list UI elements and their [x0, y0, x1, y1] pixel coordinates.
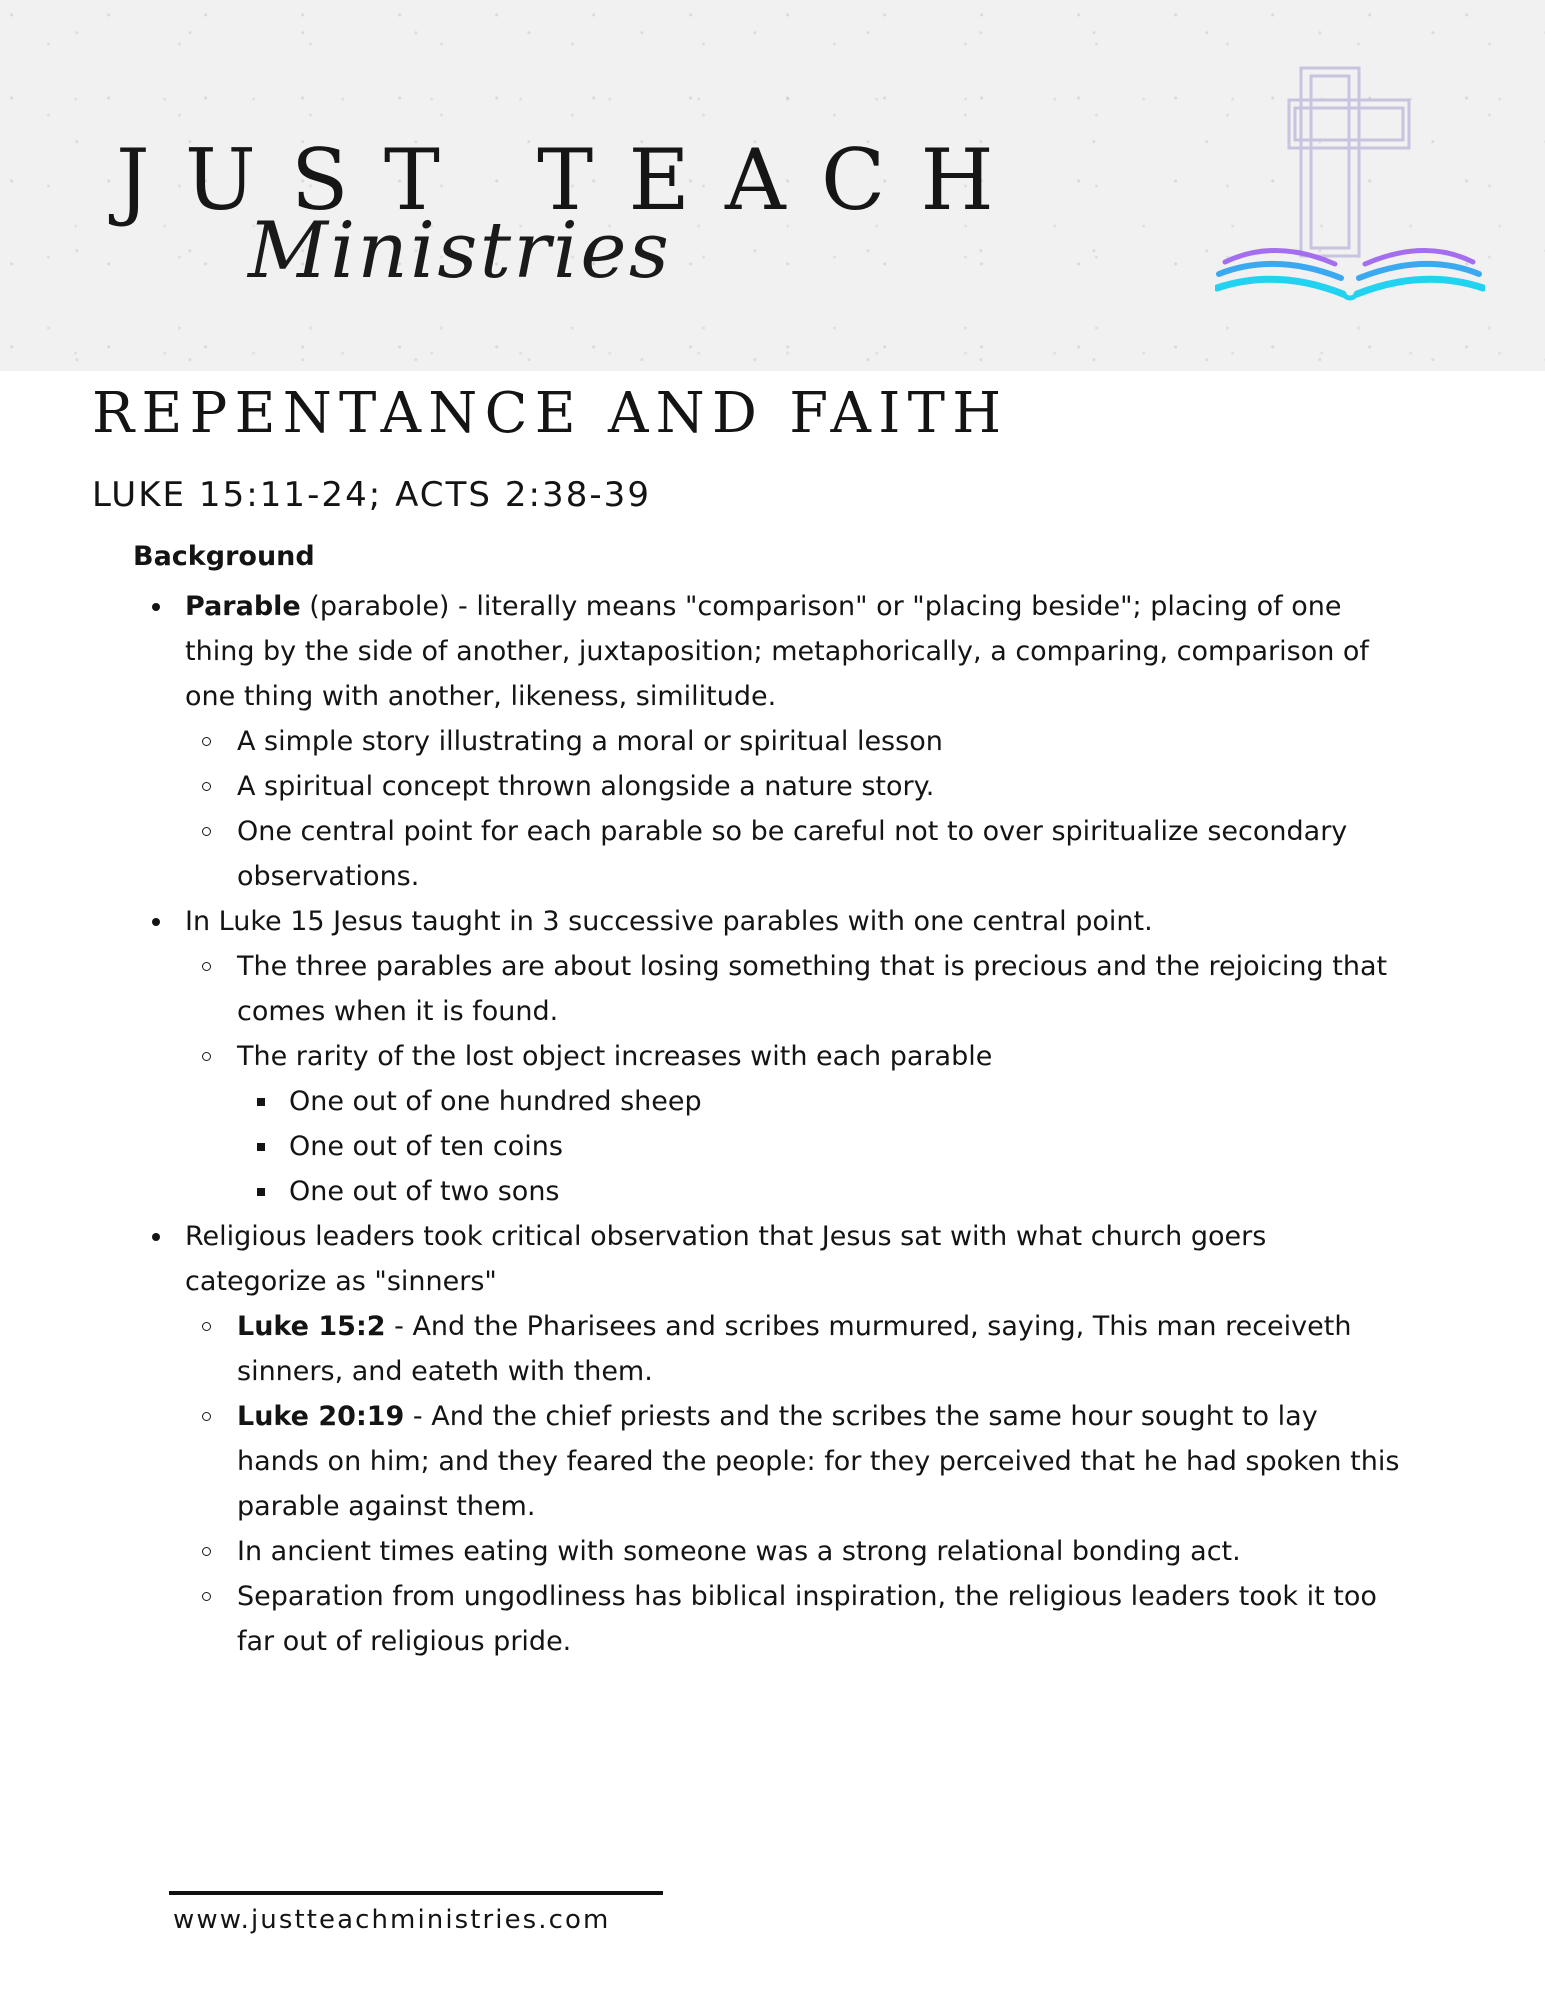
list-item: Separation from ungodliness has biblical inspiration, the religious leaders took it too far out of religious pride. [185, 1574, 1403, 1664]
sub-list [185, 944, 1403, 1214]
header-banner [0, 0, 1545, 371]
logo-script-text: Ministries [248, 206, 672, 296]
list-item: In ancient times eating with someone was a strong relational bonding act. [185, 1529, 1403, 1574]
verse-reference: Luke 15:2 [237, 1311, 386, 1342]
list-item [133, 584, 1403, 899]
logo-wordmark: JUST TEACH [116, 131, 1030, 229]
list-item [133, 899, 1403, 1214]
list-item [185, 1304, 1403, 1394]
page-title: REPENTANCE AND FAITH [92, 381, 1009, 446]
list-item: A spiritual concept thrown alongside a nature story. [185, 764, 1403, 809]
verse-text: - And the Pharisees and scribes murmured, saying, This man receiveth sinners, and eateth with them. [237, 1311, 1352, 1387]
list-item-text: In Luke 15 Jesus taught in 3 successive parables with one central point. [185, 906, 1153, 937]
term-definition: (parabole) - literally means "comparison" or "placing beside"; placing of one thing by the side of another, juxtaposition; metaphorically, a comparing, comparison of one thing with another, likeness, similitude. [185, 591, 1369, 712]
list-item-text: Religious leaders took critical observation that Jesus sat with what church goers categorize as "sinners" [185, 1221, 1267, 1297]
verse-reference: Luke 20:19 [237, 1401, 405, 1432]
footer-website-link[interactable]: www.justteachministries.com [173, 1905, 611, 1935]
list-item [133, 1214, 1403, 1664]
list-item: One central point for each parable so be careful not to over spiritualize secondary observations. [185, 809, 1403, 899]
verse-text: - And the chief priests and the scribes the same hour sought to lay hands on him; and they feared the people: for they perceived that he had spoken this parable against them. [237, 1401, 1400, 1522]
list-item: A simple story illustrating a moral or spiritual lesson [185, 719, 1403, 764]
list-item: The three parables are about losing something that is precious and the rejoicing that comes when it is found. [185, 944, 1403, 1034]
list-item: One out of ten coins [237, 1124, 1403, 1169]
section-heading: Background [133, 541, 315, 572]
sub-sub-list [237, 1079, 1403, 1214]
list-item-text: The rarity of the lost object increases with each parable [237, 1041, 993, 1072]
cross-open-bible-icon [1215, 66, 1485, 312]
list-item [185, 1394, 1403, 1529]
term-label: Parable [185, 591, 301, 622]
footer-divider [169, 1891, 663, 1895]
list-item: One out of two sons [237, 1169, 1403, 1214]
sub-list [185, 719, 1403, 899]
list-item: One out of one hundred sheep [237, 1079, 1403, 1124]
list-item [185, 1034, 1403, 1214]
outline-content [133, 584, 1403, 1664]
scripture-reference: LUKE 15:11-24; ACTS 2:38-39 [92, 475, 652, 515]
outline-list [133, 584, 1403, 1664]
sub-list [185, 1304, 1403, 1664]
